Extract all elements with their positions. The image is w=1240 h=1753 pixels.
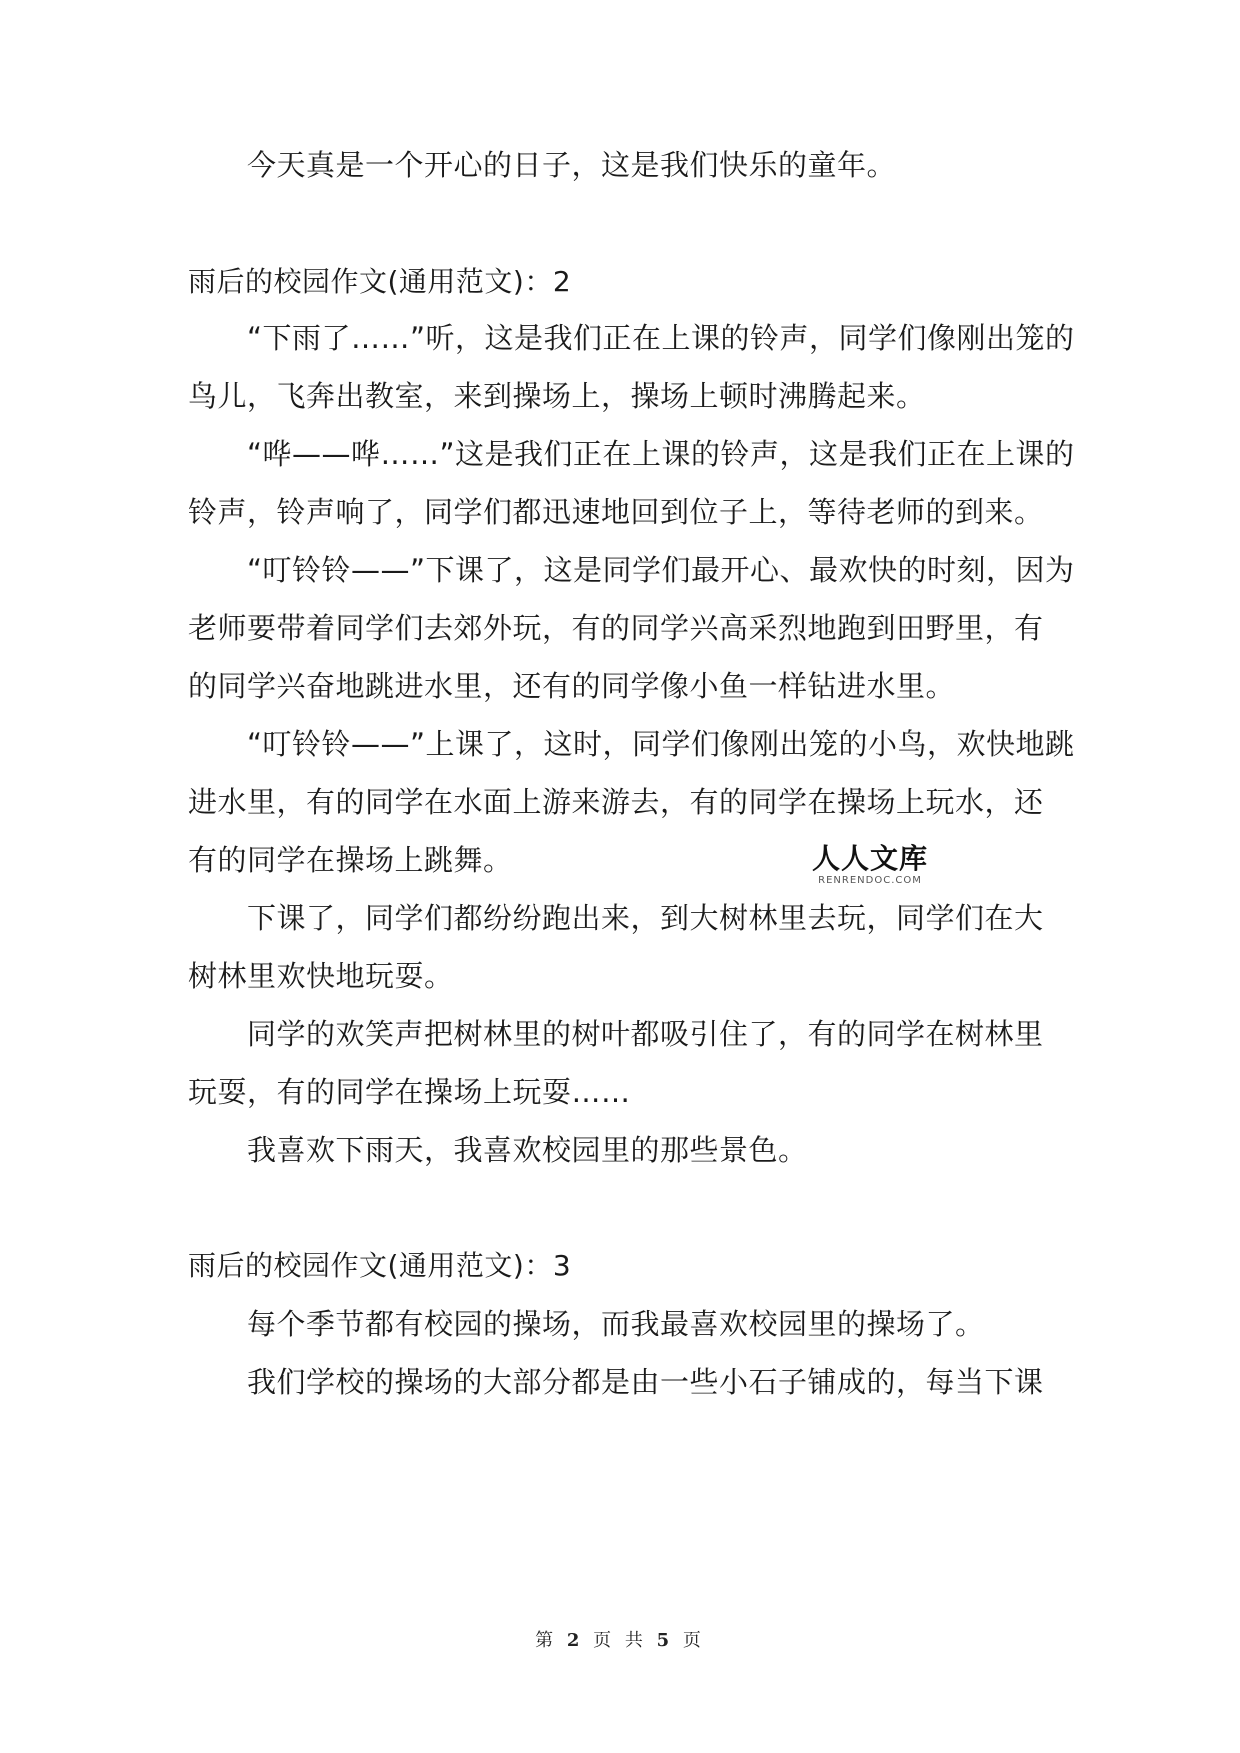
footer-middle: 页 共: [593, 1630, 647, 1651]
paragraph-line: 鸟儿，飞奔出教室，来到操场上，操场上顿时沸腾起来。: [188, 379, 926, 413]
footer-prefix: 第: [535, 1630, 558, 1651]
footer-page-number: 2: [566, 1630, 584, 1651]
paragraph-line: 玩耍，有的同学在操场上玩耍……: [188, 1075, 631, 1109]
paragraph-line: 我喜欢下雨天，我喜欢校园里的那些景色。: [247, 1133, 808, 1167]
footer-total-pages: 5: [656, 1630, 674, 1651]
paragraph-line: 有的同学在操场上跳舞。: [188, 843, 513, 877]
paragraph-line: 树林里欢快地玩耍。: [188, 959, 454, 993]
paragraph-line: 进水里，有的同学在水面上游来游去，有的同学在操场上玩水，还: [188, 785, 1044, 819]
paragraph-line: 铃声，铃声响了，同学们都迅速地回到位子上，等待老师的到来。: [188, 495, 1044, 529]
paragraph-line: 我们学校的操场的大部分都是由一些小石子铺成的，每当下课: [247, 1365, 1044, 1399]
watermark-subtitle: RENRENDOC.COM: [818, 875, 922, 886]
watermark-title: 人人文库: [811, 842, 928, 875]
paragraph-line: “下雨了……”听，这是我们正在上课的铃声，同学们像刚出笼的: [247, 321, 1075, 355]
paragraph-line: 下课了，同学们都纷纷跑出来，到大树林里去玩，同学们在大: [247, 901, 1044, 935]
section-heading: 雨后的校园作文(通用范文)：2: [188, 265, 572, 298]
paragraph-line: “叮铃铃——”下课了，这是同学们最开心、最欢快的时刻，因为: [247, 553, 1075, 587]
paragraph-line: 老师要带着同学们去郊外玩，有的同学兴高采烈地跑到田野里，有: [188, 611, 1044, 645]
paragraph-line: “哗——哗……”这是我们正在上课的铃声，这是我们正在上课的: [247, 437, 1075, 471]
paragraph-line: 每个季节都有校园的操场，而我最喜欢校园里的操场了。: [247, 1307, 985, 1341]
watermark-logo: [800, 843, 940, 887]
section-heading: 雨后的校园作文(通用范文)：3: [188, 1249, 572, 1282]
paragraph-line: 同学的欢笑声把树林里的树叶都吸引住了，有的同学在树林里: [247, 1017, 1044, 1051]
paragraph-line: “叮铃铃——”上课了，这时，同学们像刚出笼的小鸟，欢快地跳: [247, 727, 1075, 761]
paragraph-line: 的同学兴奋地跳进水里，还有的同学像小鱼一样钻进水里。: [188, 669, 956, 703]
page-footer: [0, 1626, 1240, 1652]
paragraph-line: 今天真是一个开心的日子，这是我们快乐的童年。: [247, 148, 897, 182]
footer-suffix: 页: [682, 1630, 705, 1651]
